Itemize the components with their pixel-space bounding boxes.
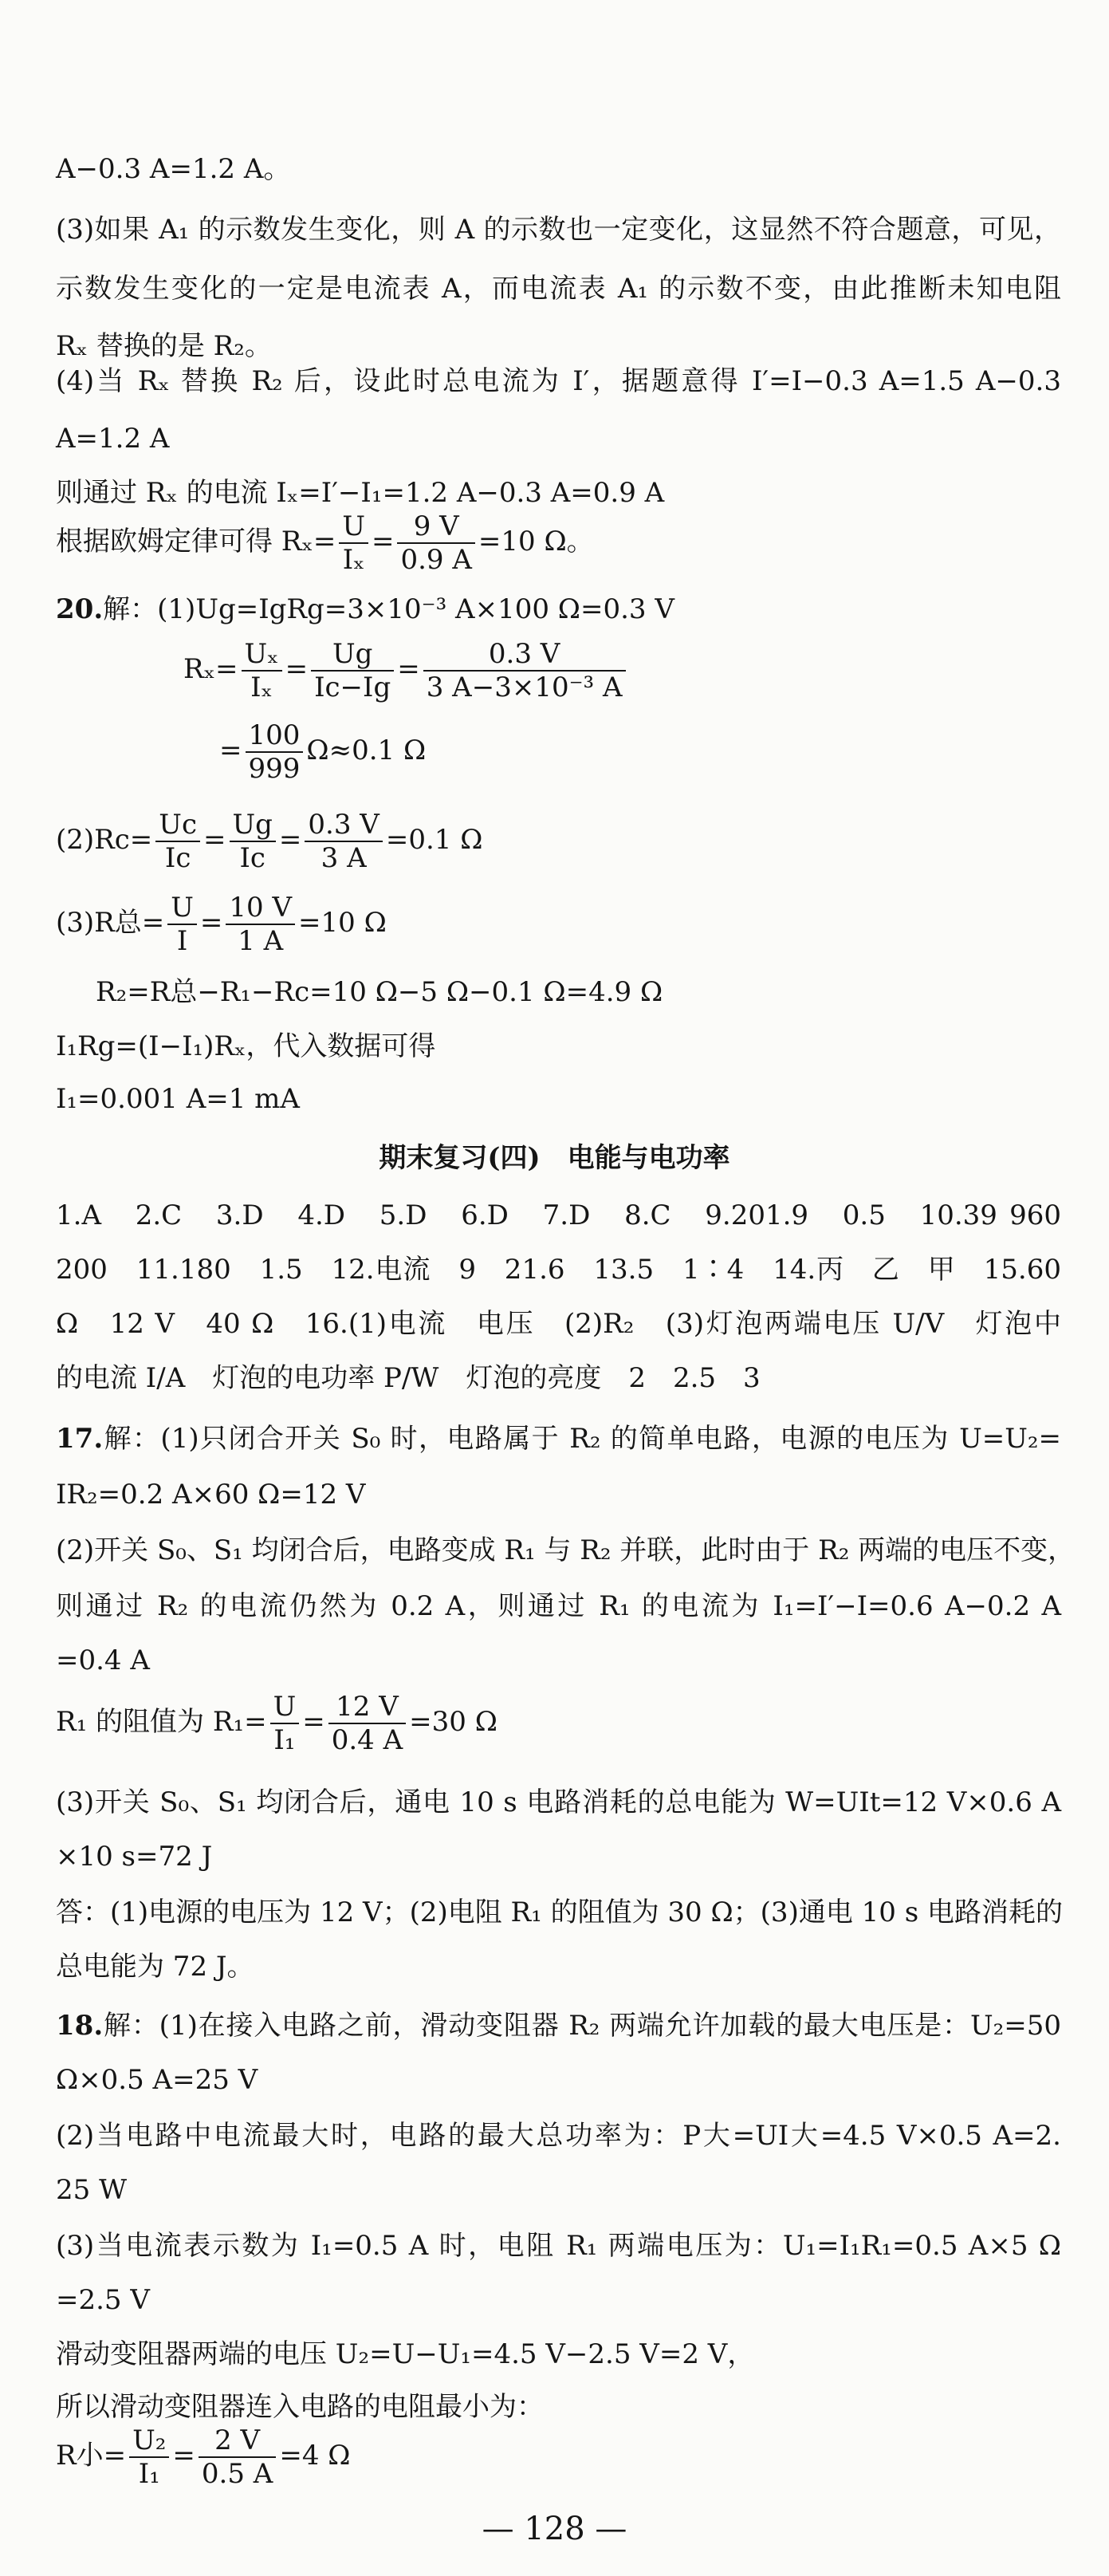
text-line: IR₂=0.2 A×60 Ω=12 V <box>56 1479 366 1511</box>
text-line: 滑动变阻器两端的电压 U₂=U−U₁=4.5 V−2.5 V=2 V， <box>56 2338 755 2370</box>
text-line: 则通过 Rₓ 的电流 Iₓ=I′−I₁=1.2 A−0.3 A=0.9 A <box>56 477 665 509</box>
fraction: $\frac{12 V}{0.4 A}$ <box>328 1691 406 1756</box>
fraction: $\frac{U}{\text{I₁}}$ <box>270 1691 300 1756</box>
text-line: R₂=R总−R₁−Rc=10 Ω−5 Ω−0.1 Ω=4.9 Ω <box>96 976 663 1008</box>
text-line: (3)开关 S₀、S₁ 均闭合后，通电 10 s 电路消耗的总电能为 W=UIt=12 V×0.6 A <box>56 1786 1061 1818</box>
text-line: 所以滑动变阻器连入电路的电阻最小为： <box>56 2391 544 2423</box>
text-line: 25 W <box>56 2174 128 2206</box>
fraction: $\frac{\text{Uₓ}}{\text{Iₓ}}$ <box>242 638 282 703</box>
formula-line: R₁ 的阻值为 R₁= $\frac{U}{\text{I₁}}$ = $\frac{12 V}{0.4 A}$ =30 Ω <box>56 1691 497 1756</box>
text-line: I₁Rg=(I−I₁)Rₓ，代入数据可得 <box>56 1030 436 1062</box>
fraction: $\frac{2 V}{0.5 A}$ <box>199 2424 276 2490</box>
text-line: 总电能为 72 J。 <box>56 1951 254 1983</box>
text-line: A=1.2 A <box>56 423 170 455</box>
question-number: 18. <box>56 2010 104 2042</box>
formula-line: 根据欧姆定律可得 Rₓ= $\frac{U}{\text{Iₓ}}$ = $\frac{9 V}{0.9 A}$ =10 Ω。 <box>56 510 594 576</box>
fraction: $\frac{100}{999}$ <box>246 719 304 785</box>
formula-line: = $\frac{100}{999}$ Ω≈0.1 Ω <box>219 719 427 785</box>
formula-line: (2)Rc= $\frac{Uc}{Ic}$ = $\frac{Ug}{Ic}$ = $\frac{0.3 V}{3 A}$ =0.1 Ω <box>56 809 483 874</box>
text-line: Rₓ 替换的是 R₂。 <box>56 330 272 362</box>
text-line: Ω×0.5 A=25 V <box>56 2064 258 2096</box>
fraction: $\frac{0.3 V}{3 A}$ <box>305 809 382 874</box>
fraction: $\frac{Ug}{Ic}$ <box>230 809 276 874</box>
text-line: 20.解：(1)Ug=IgRg=3×10⁻³ A×100 Ω=0.3 V <box>56 593 674 625</box>
text-line: I₁=0.001 A=1 mA <box>56 1083 300 1115</box>
text-line: =2.5 V <box>56 2284 150 2316</box>
fraction: $\frac{U}{\text{Iₓ}}$ <box>339 510 368 576</box>
text-line: 答：(1)电源的电压为 12 V；(2)电阻 R₁ 的阻值为 30 Ω；(3)通电 10 s 电路消耗的 <box>56 1897 1063 1928</box>
text-line: 17.解：(1)只闭合开关 S₀ 时，电路属于 R₂ 的简单电路，电源的电压为 U=U₂= <box>56 1423 1061 1455</box>
question-number: 20. <box>56 593 104 625</box>
answer-line: 1.A 2.C 3.D 4.D 5.D 6.D 7.D 8.C 9.201.9 0.5 10.39 960 <box>56 1199 1061 1231</box>
answer-line: Ω 12 V 40 Ω 16.(1)电流 电压 (2)R₂ (3)灯泡两端电压 U/V 灯泡中 <box>56 1308 1061 1340</box>
answer-line: 的电流 I/A 灯泡的电功率 P/W 灯泡的亮度 2 2.5 3 <box>56 1362 761 1394</box>
text-line: 则通过 R₂ 的电流仍然为 0.2 A，则通过 R₁ 的电流为 I₁=I′−I=0.6 A−0.2 A <box>56 1590 1061 1622</box>
formula-line: R小= $\frac{\text{U₂}}{\text{I₁}}$ = $\frac{2 V}{0.5 A}$ =4 Ω <box>56 2424 351 2490</box>
fraction: $\frac{9 V}{0.9 A}$ <box>397 510 474 576</box>
text-line: (2)开关 S₀、S₁ 均闭合后，电路变成 R₁ 与 R₂ 并联，此时由于 R₂ 两端的电压不变， <box>56 1534 1076 1566</box>
fraction: $\frac{10 V}{1 A}$ <box>226 892 295 957</box>
text-line: (3)如果 A₁ 的示数发生变化，则 A 的示数也一定变化，这显然不符合题意，可见， <box>56 214 1061 246</box>
text-line: ×10 s=72 J <box>56 1841 213 1873</box>
text-line: 示数发生变化的一定是电流表 A，而电流表 A₁ 的示数不变，由此推断未知电阻 <box>56 273 1061 305</box>
fraction: $\frac{Uc}{Ic}$ <box>155 809 200 874</box>
fraction: $\frac{U}{I}$ <box>167 892 197 957</box>
text-line: =0.4 A <box>56 1644 150 1676</box>
question-number: 17. <box>56 1423 104 1455</box>
fraction: $\frac{\text{U₂}}{\text{I₁}}$ <box>129 2424 169 2490</box>
formula-line: (3)R总= $\frac{U}{I}$ = $\frac{10 V}{1 A}$ =10 Ω <box>56 892 387 957</box>
section-heading: 期末复习(四) 电能与电功率 <box>379 1142 730 1174</box>
text-line: 18.解：(1)在接入电路之前，滑动变阻器 R₂ 两端允许加载的最大电压是：U₂=50 <box>56 2010 1061 2042</box>
answer-line: 200 11.180 1.5 12.电流 9 21.6 13.5 1∶4 14.丙 乙 甲 15.60 <box>56 1254 1061 1286</box>
text-line: (4)当 Rₓ 替换 R₂ 后，设此时总电流为 I′，据题意得 I′=I−0.3 A=1.5 A−0.3 <box>56 365 1061 397</box>
fraction: $\frac{Ug}{Ic-Ig}$ <box>311 638 394 703</box>
fraction: $\frac{0.3 V}{\text{3 A−3×10⁻³ A}}$ <box>423 638 626 703</box>
text-line: (2)当电路中电流最大时，电路的最大总功率为：P大=UI大=4.5 V×0.5 A=2. <box>56 2120 1061 2152</box>
text-line: (3)当电流表示数为 I₁=0.5 A 时，电阻 R₁ 两端电压为：U₁=I₁R₁=0.5 A×5 Ω <box>56 2230 1061 2262</box>
page-number: — 128 — <box>482 2511 627 2547</box>
text-line: A−0.3 A=1.2 A。 <box>56 153 291 185</box>
formula-line: Rₓ= $\frac{\text{Uₓ}}{\text{Iₓ}}$ = $\frac{Ug}{Ic-Ig}$ = $\frac{0.3 V}{\text{3 A−3×10⁻³ A}}$ <box>183 638 1061 703</box>
